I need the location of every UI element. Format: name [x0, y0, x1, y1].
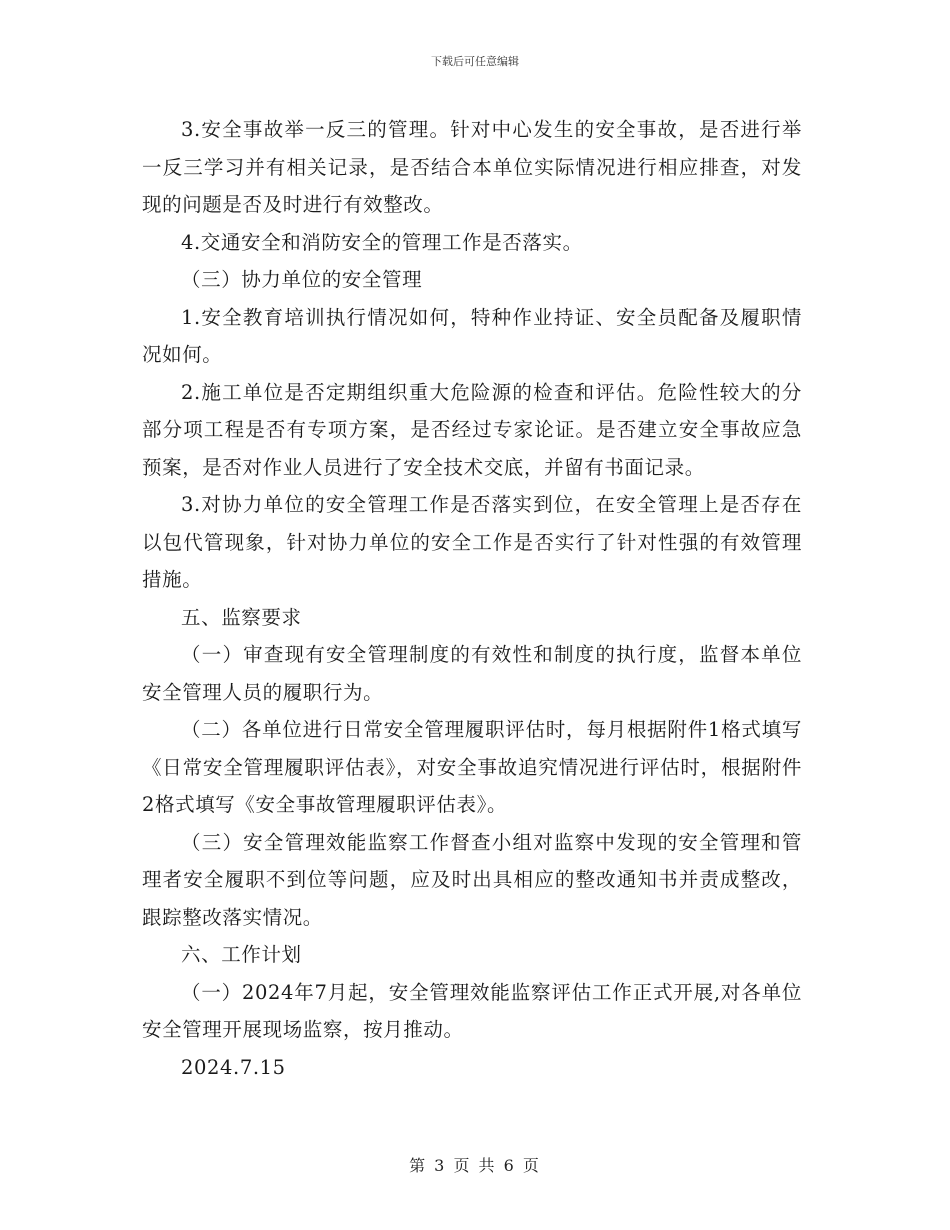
paragraph-traffic-fire-safety: 4.交通安全和消防安全的管理工作是否落实。 — [181, 230, 583, 254]
paragraph-hazard-inspection: 2.施工单位是否定期组织重大危险源的检查和评估。危险性较大的分部分项工程是否有专项方案，是否经过专家论证。是否建立安全事故应急预案，是否对作业人员进行了安全技术交底，并留有书面记录。 — [142, 380, 802, 479]
paragraph-accident-lessons: 3.安全事故举一反三的管理。针对中心发生的安全事故，是否进行举一反三学习并有相关记录，是否结合本单位实际情况进行相应排查，对发现的问题是否及时进行有效整改。 — [142, 118, 802, 216]
paragraph-contractor-management: 3.对协力单位的安全管理工作是否落实到位，在安全管理上是否存在以包代管现象，针对协力单位的安全工作是否实行了针对性强的有效管理措施。 — [142, 493, 802, 591]
paragraph-training: 1.安全教育培训执行情况如何，特种作业持证、安全员配备及履职情况如何。 — [142, 305, 802, 366]
heading-work-plan: 六、工作计划 — [181, 943, 302, 966]
heading-supervision-requirements: 五、监察要求 — [181, 605, 302, 629]
paragraph-evaluation-forms: （二）各单位进行日常安全管理履职评估时，每月根据附件1格式填写《日常安全管理履职评估表》，对安全事故追究情况进行评估时，根据附件2格式填写《安全事故管理履职评估表》。 — [142, 718, 802, 816]
heading-contractor-safety: （三）协力单位的安全管理 — [181, 268, 423, 291]
document-body — [142, 111, 802, 1086]
paragraph-plan-start: （一）2024年7月起，安全管理效能监察评估工作正式开展,对各单位安全管理开展现场监察，按月推动。 — [142, 980, 802, 1041]
page-footer: 第 3 页 共 6 页 — [409, 1156, 541, 1175]
page-header: 下载后可任意编辑 — [431, 55, 519, 68]
paragraph-rectification: （三）安全管理效能监察工作督查小组对监察中发现的安全管理和管理者安全履职不到位等问题，应及时出具相应的整改通知书并责成整改，跟踪整改落实情况。 — [142, 830, 802, 929]
paragraph-review-system: （一）审查现有安全管理制度的有效性和制度的执行度，监督本单位安全管理人员的履职行为。 — [142, 643, 802, 704]
document-date: 2024.7.15 — [181, 1055, 286, 1079]
